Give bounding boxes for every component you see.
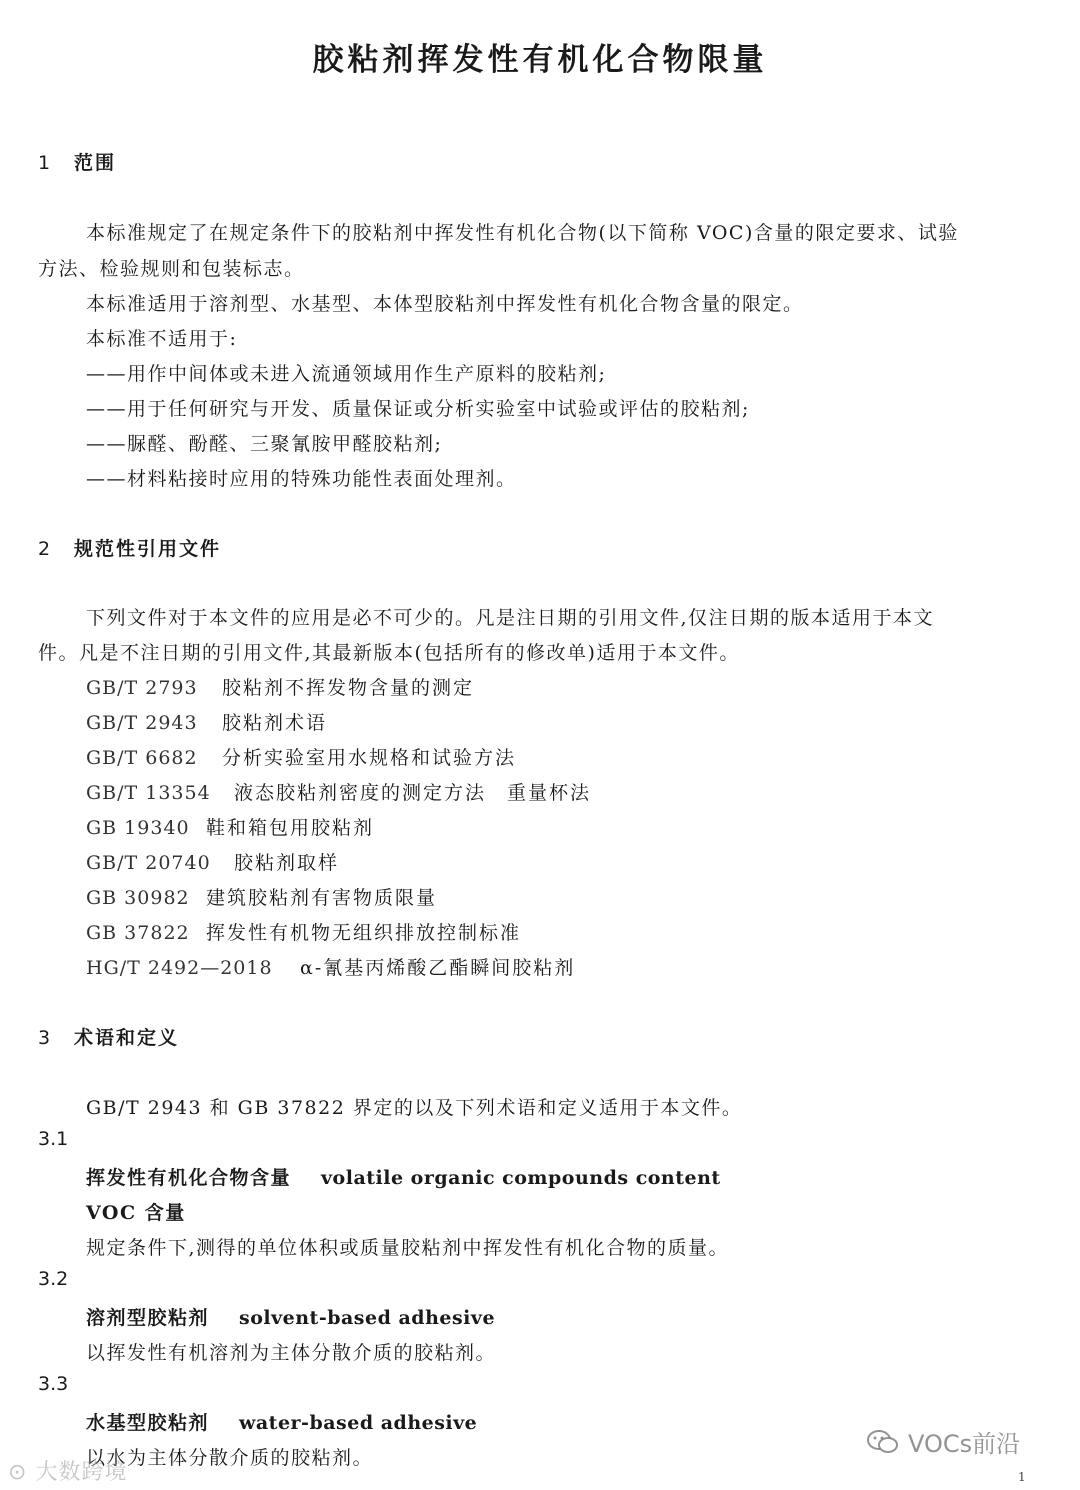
clause-number: 3.3 [38, 1373, 69, 1395]
reference-code: HG/T 2492—2018 [86, 957, 273, 979]
term-chinese: 挥发性有机化合物含量 [86, 1167, 292, 1189]
section-title: 术语和定义 [74, 1027, 180, 1049]
reference-item [86, 813, 374, 840]
paragraph-line: GB/T 2943 和 GB 37822 界定的以及下列术语和定义适用于本文件。 [86, 1097, 743, 1119]
reference-item [86, 708, 327, 735]
section-title: 范围 [74, 152, 117, 174]
term-definition: 以挥发性有机溶剂为主体分散介质的胶粘剂。 [86, 1342, 497, 1364]
list-item: ——用作中间体或未进入流通领域用作生产原料的胶粘剂; [86, 363, 607, 385]
clause-number: 3.2 [38, 1268, 69, 1290]
term-heading [86, 1303, 495, 1330]
reference-item [86, 673, 474, 700]
paragraph-line: 件。凡是不注日期的引用文件,其最新版本(包括所有的修改单)适用于本文件。 [38, 642, 740, 664]
list-item: ——脲醛、酚醛、三聚氰胺甲醛胶粘剂; [86, 433, 443, 455]
watermark-right-text: VOCs前沿 [908, 1430, 1021, 1458]
section-2-heading [38, 534, 221, 561]
document-title: 胶粘剂挥发性有机化合物限量 [312, 42, 768, 78]
section-number: 3 [38, 1027, 53, 1049]
reference-title: α-氰基丙烯酸乙酯瞬间胶粘剂 [300, 957, 576, 979]
term-english: water-based adhesive [239, 1412, 478, 1434]
paragraph-line: 本标准规定了在规定条件下的胶粘剂中挥发性有机化合物(以下简称 VOC)含量的限定要求、试验 [86, 222, 959, 244]
page-number: 1 [1018, 1470, 1026, 1484]
reference-code: GB 30982 [86, 887, 190, 909]
reference-item [86, 918, 521, 945]
reference-item [86, 883, 437, 910]
reference-title: 鞋和箱包用胶粘剂 [206, 817, 375, 839]
reference-title: 挥发性有机物无组织排放控制标准 [206, 922, 522, 944]
reference-title: 胶粘剂术语 [222, 712, 328, 734]
paragraph-line: 方法、检验规则和包装标志。 [38, 258, 305, 280]
reference-code: GB/T 13354 [86, 782, 211, 804]
reference-item [86, 743, 516, 770]
reference-item [86, 848, 339, 875]
reference-code: GB 19340 [86, 817, 190, 839]
list-item: ——用于任何研究与开发、质量保证或分析实验室中试验或评估的胶粘剂; [86, 398, 750, 420]
reference-title: 液态胶粘剂密度的测定方法 重量杯法 [234, 782, 592, 804]
clause-number: 3.1 [38, 1128, 69, 1150]
section-3-heading [38, 1023, 179, 1050]
list-item: ——材料粘接时应用的特殊功能性表面处理剂。 [86, 468, 517, 490]
reference-title: 胶粘剂取样 [234, 852, 340, 874]
term-definition: 规定条件下,测得的单位体积或质量胶粘剂中挥发性有机化合物的质量。 [86, 1237, 730, 1259]
reference-item [86, 778, 591, 805]
section-title: 规范性引用文件 [74, 538, 222, 560]
reference-code: GB/T 20740 [86, 852, 211, 874]
term-abbreviation: VOC 含量 [86, 1202, 186, 1224]
watermark-logo-icon: ⊙ [8, 1460, 28, 1485]
watermark-right [866, 1424, 1020, 1459]
paragraph-line: 本标准不适用于: [86, 328, 238, 350]
term-english: solvent-based adhesive [239, 1307, 496, 1329]
watermark-left [8, 1455, 127, 1486]
term-heading [86, 1163, 721, 1190]
term-chinese: 水基型胶粘剂 [86, 1412, 210, 1434]
reference-code: GB 37822 [86, 922, 190, 944]
term-english: volatile organic compounds content [321, 1167, 721, 1189]
paragraph-line: 下列文件对于本文件的应用是必不可少的。凡是注日期的引用文件,仅注日期的版本适用于本文 [86, 607, 935, 629]
reference-code: GB/T 6682 [86, 747, 198, 769]
reference-item [86, 953, 575, 980]
section-number: 1 [38, 152, 53, 174]
term-definition: 以水为主体分散介质的胶粘剂。 [86, 1447, 374, 1469]
wechat-icon [866, 1428, 900, 1456]
reference-code: GB/T 2943 [86, 712, 198, 734]
watermark-left-text: 大数跨境 [35, 1460, 128, 1485]
reference-title: 分析实验室用水规格和试验方法 [222, 747, 517, 769]
term-heading [86, 1408, 477, 1435]
section-1-heading [38, 148, 116, 175]
section-number: 2 [38, 538, 53, 560]
reference-code: GB/T 2793 [86, 677, 198, 699]
paragraph-line: 本标准适用于溶剂型、水基型、本体型胶粘剂中挥发性有机化合物含量的限定。 [86, 293, 804, 315]
reference-title: 建筑胶粘剂有害物质限量 [206, 887, 438, 909]
term-chinese: 溶剂型胶粘剂 [86, 1307, 210, 1329]
reference-title: 胶粘剂不挥发物含量的测定 [222, 677, 475, 699]
